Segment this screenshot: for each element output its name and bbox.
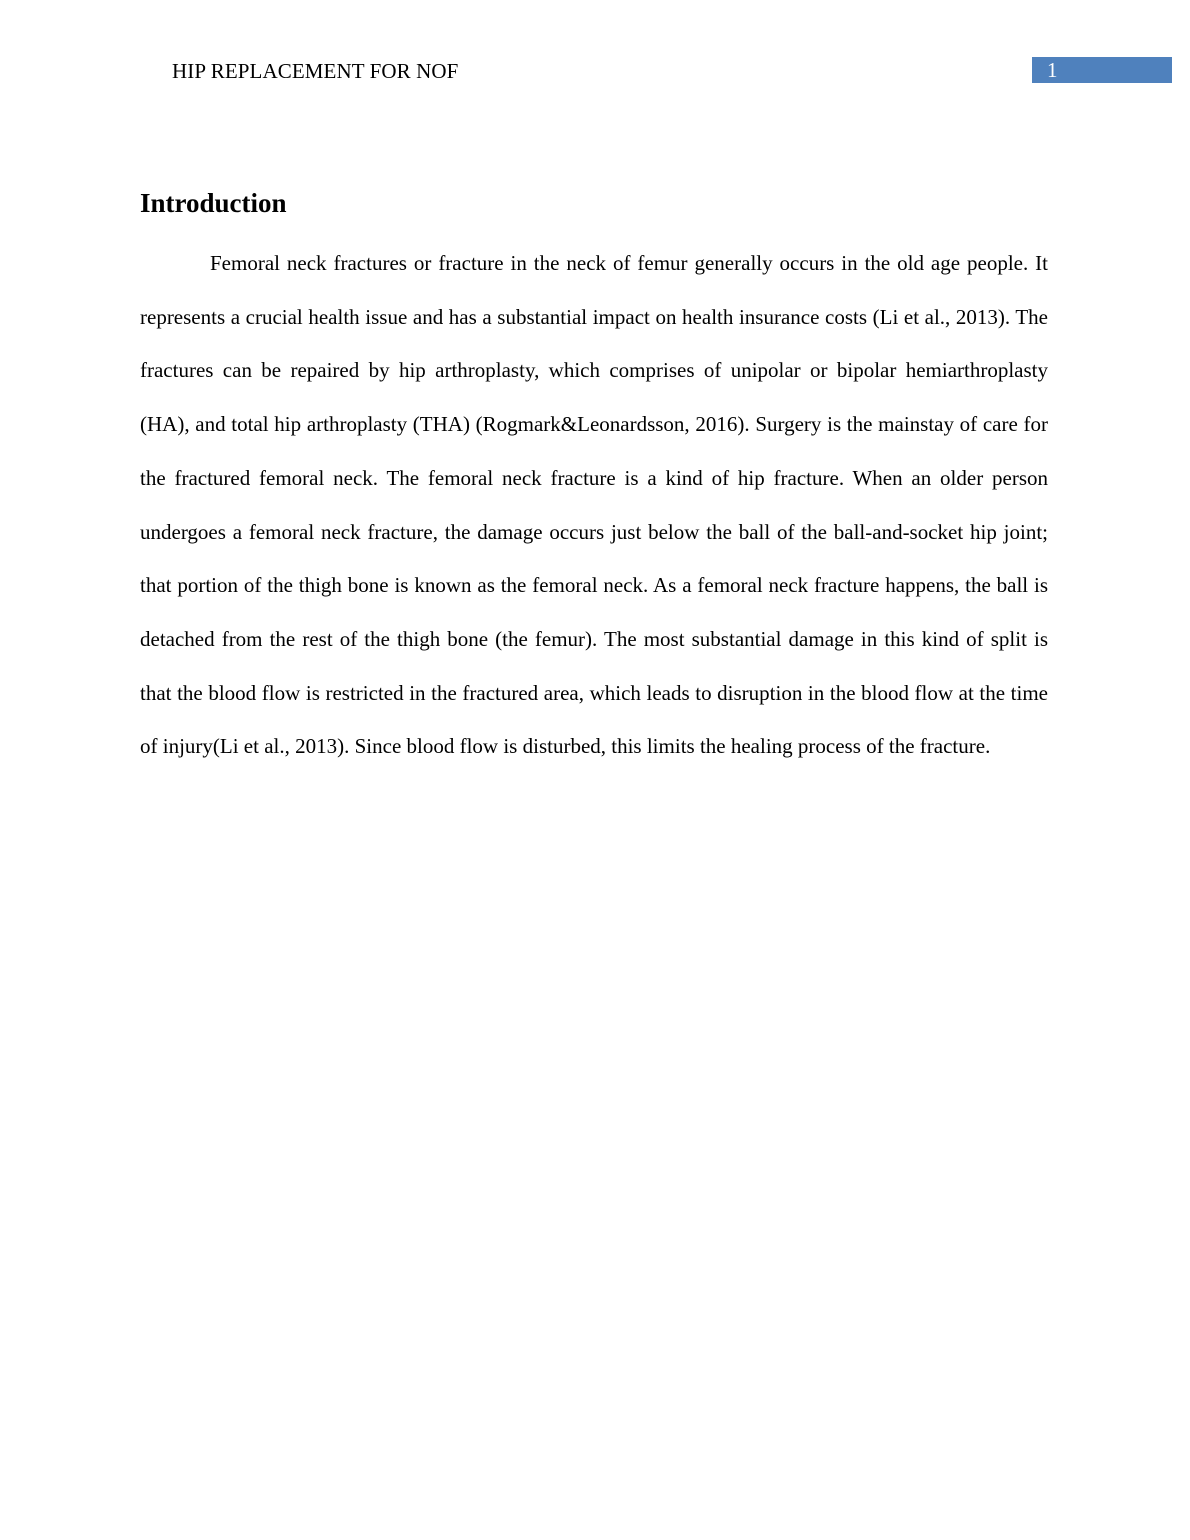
page-number: 1 <box>1047 58 1058 82</box>
section-heading: Introduction <box>140 188 287 218</box>
body-paragraph: Femoral neck fractures or fracture in the neck of femur generally occurs in the old age people. It represents a crucial health issue and has a substantial impact on health insurance costs (Li et al., 2013). The fractures can be repaired by hip arthroplasty, which comprises of unipolar or bipolar hemiarthroplasty (HA), and total hip arthroplasty (THA) (Rogmark&Leonardsson, 2016). Surgery is the mainstay of care for the fractured femoral neck. The femoral neck fracture is a kind of hip fracture. When an older person undergoes a femoral neck fracture, the damage occurs just below the ball of the ball-and-socket hip joint; that portion of the thigh bone is known as the femoral neck. As a femoral neck fracture happens, the ball is detached from the rest of the thigh bone (the femur). The most substantial damage in this kind of split is that the blood flow is restricted in the fractured area, which leads to disruption in the blood flow at the time of injury(Li et al., 2013). Since blood flow is disturbed, this limits the healing process of the fracture. <box>140 251 1048 759</box>
page-number-badge <box>1032 57 1172 83</box>
running-header-title: HIP REPLACEMENT FOR NOF <box>172 59 459 83</box>
